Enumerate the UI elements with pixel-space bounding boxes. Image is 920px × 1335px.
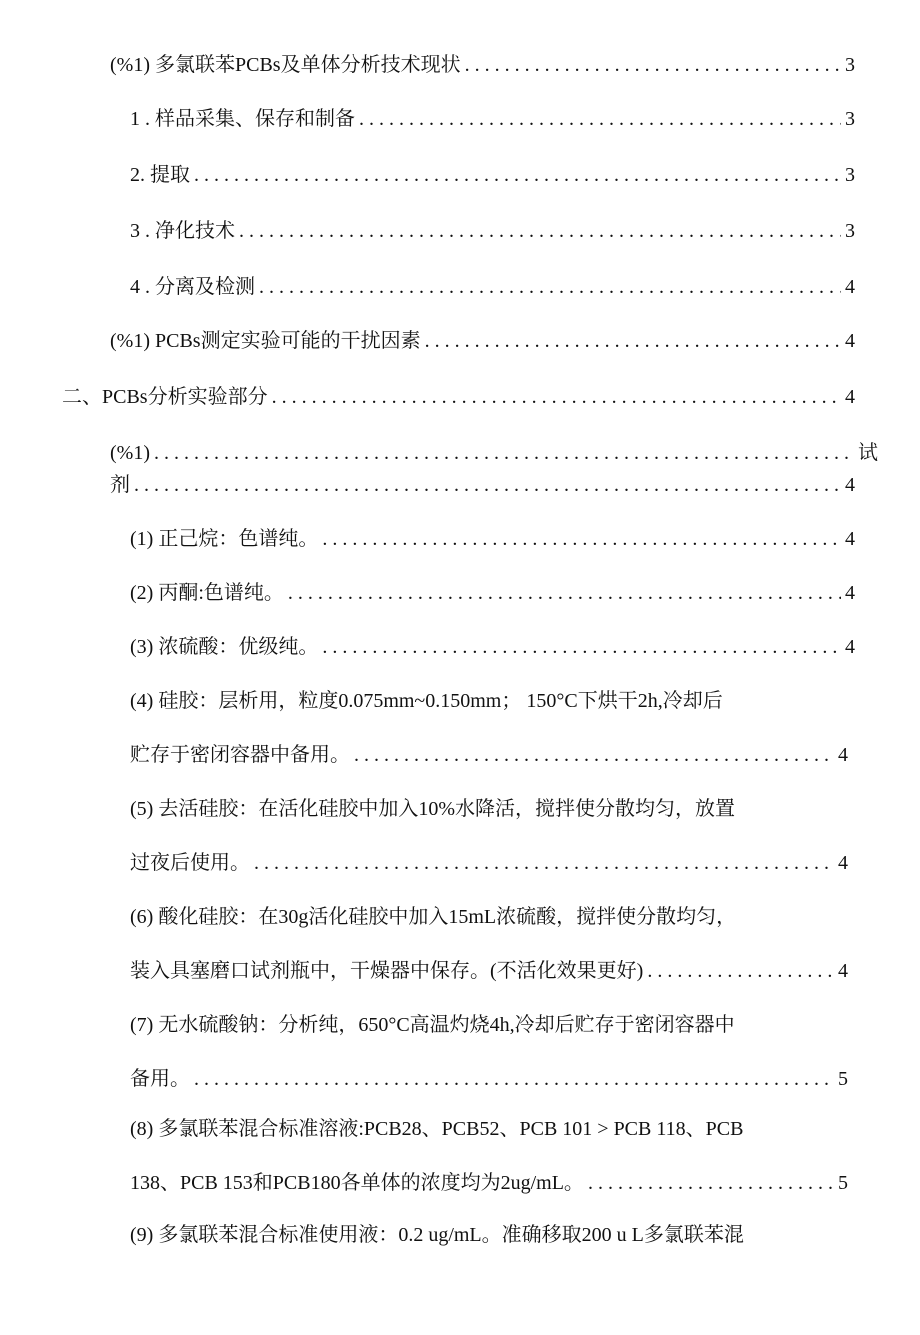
dot-leader: [194, 1065, 834, 1093]
toc-entry[interactable]: [62, 383, 855, 411]
dot-leader: [425, 327, 841, 355]
toc-page-number: 3: [845, 108, 855, 130]
toc-entry[interactable]: [130, 849, 848, 877]
dot-leader: [134, 471, 841, 499]
toc-entry[interactable]: [130, 105, 855, 133]
toc-entry-title: 过夜后使用。: [130, 852, 250, 874]
toc-entry[interactable]: [130, 957, 848, 985]
toc-entry-title: 2. 提取: [130, 164, 190, 186]
toc-entry-title: (4) 硅胶：层析用，粒度0.075mm~0.150mm； 150°C下烘干2h,冷却后: [130, 690, 723, 712]
dot-leader: [359, 105, 841, 133]
toc-entry[interactable]: [110, 439, 878, 467]
toc-entry[interactable]: [110, 327, 855, 355]
toc-entry-title: 贮存于密闭容器中备用。: [130, 744, 350, 766]
toc-entry[interactable]: [130, 273, 855, 301]
toc-entry[interactable]: [130, 1065, 848, 1093]
toc-entry[interactable]: [130, 217, 855, 245]
toc-page-number: 4: [845, 386, 855, 408]
toc-entry[interactable]: [130, 1115, 743, 1143]
dot-leader: [354, 741, 834, 769]
toc-entry-title: (1) 正己烷：色谱纯。: [130, 528, 319, 550]
toc-page-number: 4: [845, 330, 855, 352]
dot-leader: [239, 217, 841, 245]
toc-entry[interactable]: [130, 1011, 735, 1039]
toc-entry[interactable]: [110, 471, 855, 499]
toc-entry-title: (%1) PCBs测定实验可能的干扰因素: [110, 330, 421, 352]
toc-entry-title: (3) 浓硫酸：优级纯。: [130, 636, 319, 658]
toc-entry-title: 1 . 样品采集、保存和制备: [130, 108, 355, 130]
toc-page-number: 4: [838, 852, 848, 874]
dot-leader: [465, 51, 841, 79]
toc-entry[interactable]: [130, 161, 855, 189]
toc-entry[interactable]: [130, 903, 736, 931]
toc-entry[interactable]: [130, 687, 723, 715]
dot-leader: [259, 273, 841, 301]
toc-page-number: 5: [838, 1172, 848, 1194]
dot-leader: [647, 957, 834, 985]
toc-page-number: 3: [845, 54, 855, 76]
toc-entry-title: 二、PCBs分析实验部分: [62, 386, 268, 408]
toc-page-number: 4: [838, 744, 848, 766]
toc-page-number: 4: [845, 276, 855, 298]
toc-entry-title: (5) 去活硅胶：在活化硅胶中加入10%水降活，搅拌使分散均匀，放置: [130, 798, 735, 820]
toc-entry-title: (%1) 多氯联苯PCBs及单体分析技术现状: [110, 54, 461, 76]
toc-page-number: 4: [845, 474, 855, 496]
dot-leader: [194, 161, 841, 189]
toc-entry-title: 138、PCB 153和PCB180各单体的浓度均为2ug/mL。: [130, 1172, 584, 1194]
toc-entry[interactable]: [130, 633, 855, 661]
toc-entry-title: (7) 无水硫酸钠：分析纯，650°C高温灼烧4h,冷却后贮存于密闭容器中: [130, 1014, 735, 1036]
dot-leader: [322, 525, 841, 553]
toc-entry-title: (8) 多氯联苯混合标准溶液:PCB28、PCB52、PCB 101 > PCB 118、PCB: [130, 1118, 744, 1140]
toc-entry-title: 剂: [110, 474, 130, 496]
toc-entry[interactable]: [130, 795, 735, 823]
toc-page-number: 4: [838, 960, 848, 982]
toc-entry-title: (%1): [110, 442, 150, 464]
dot-leader: [254, 849, 834, 877]
dot-leader: [288, 579, 841, 607]
toc-entry[interactable]: [130, 1169, 848, 1197]
toc-page-number: 4: [845, 636, 855, 658]
toc-entry-title: (2) 丙酮:色谱纯。: [130, 582, 284, 604]
dot-leader: [272, 383, 841, 411]
toc-entry-title: (6) 酸化硅胶：在30g活化硅胶中加入15mL浓硫酸，搅拌使分散均匀，: [130, 906, 737, 928]
toc-entry-title: 装入具塞磨口试剂瓶中，干燥器中保存。(不活化效果更好): [130, 960, 644, 982]
toc-page-number: 5: [838, 1068, 848, 1090]
toc-entry[interactable]: [130, 1221, 744, 1249]
toc-entry[interactable]: [130, 741, 848, 769]
toc-page-number: 3: [845, 164, 855, 186]
toc-page-number: 试: [858, 442, 878, 464]
toc-entry-title: 4 . 分离及检测: [130, 276, 255, 298]
toc-page-number: 4: [845, 582, 855, 604]
toc-entry[interactable]: [130, 525, 855, 553]
dot-leader: [322, 633, 841, 661]
toc-page-number: 3: [845, 220, 855, 242]
toc-entry-title: (9) 多氯联苯混合标准使用液：0.2 ug/mL。准确移取200 u L多氯联苯混: [130, 1224, 744, 1246]
dot-leader: [588, 1169, 834, 1197]
dot-leader: [154, 439, 854, 467]
toc-entry-title: 备用。: [130, 1068, 190, 1090]
toc-entry-title: 3 . 净化技术: [130, 220, 235, 242]
toc-entry[interactable]: [130, 579, 855, 607]
toc-entry[interactable]: [110, 51, 855, 79]
toc-page-number: 4: [845, 528, 855, 550]
